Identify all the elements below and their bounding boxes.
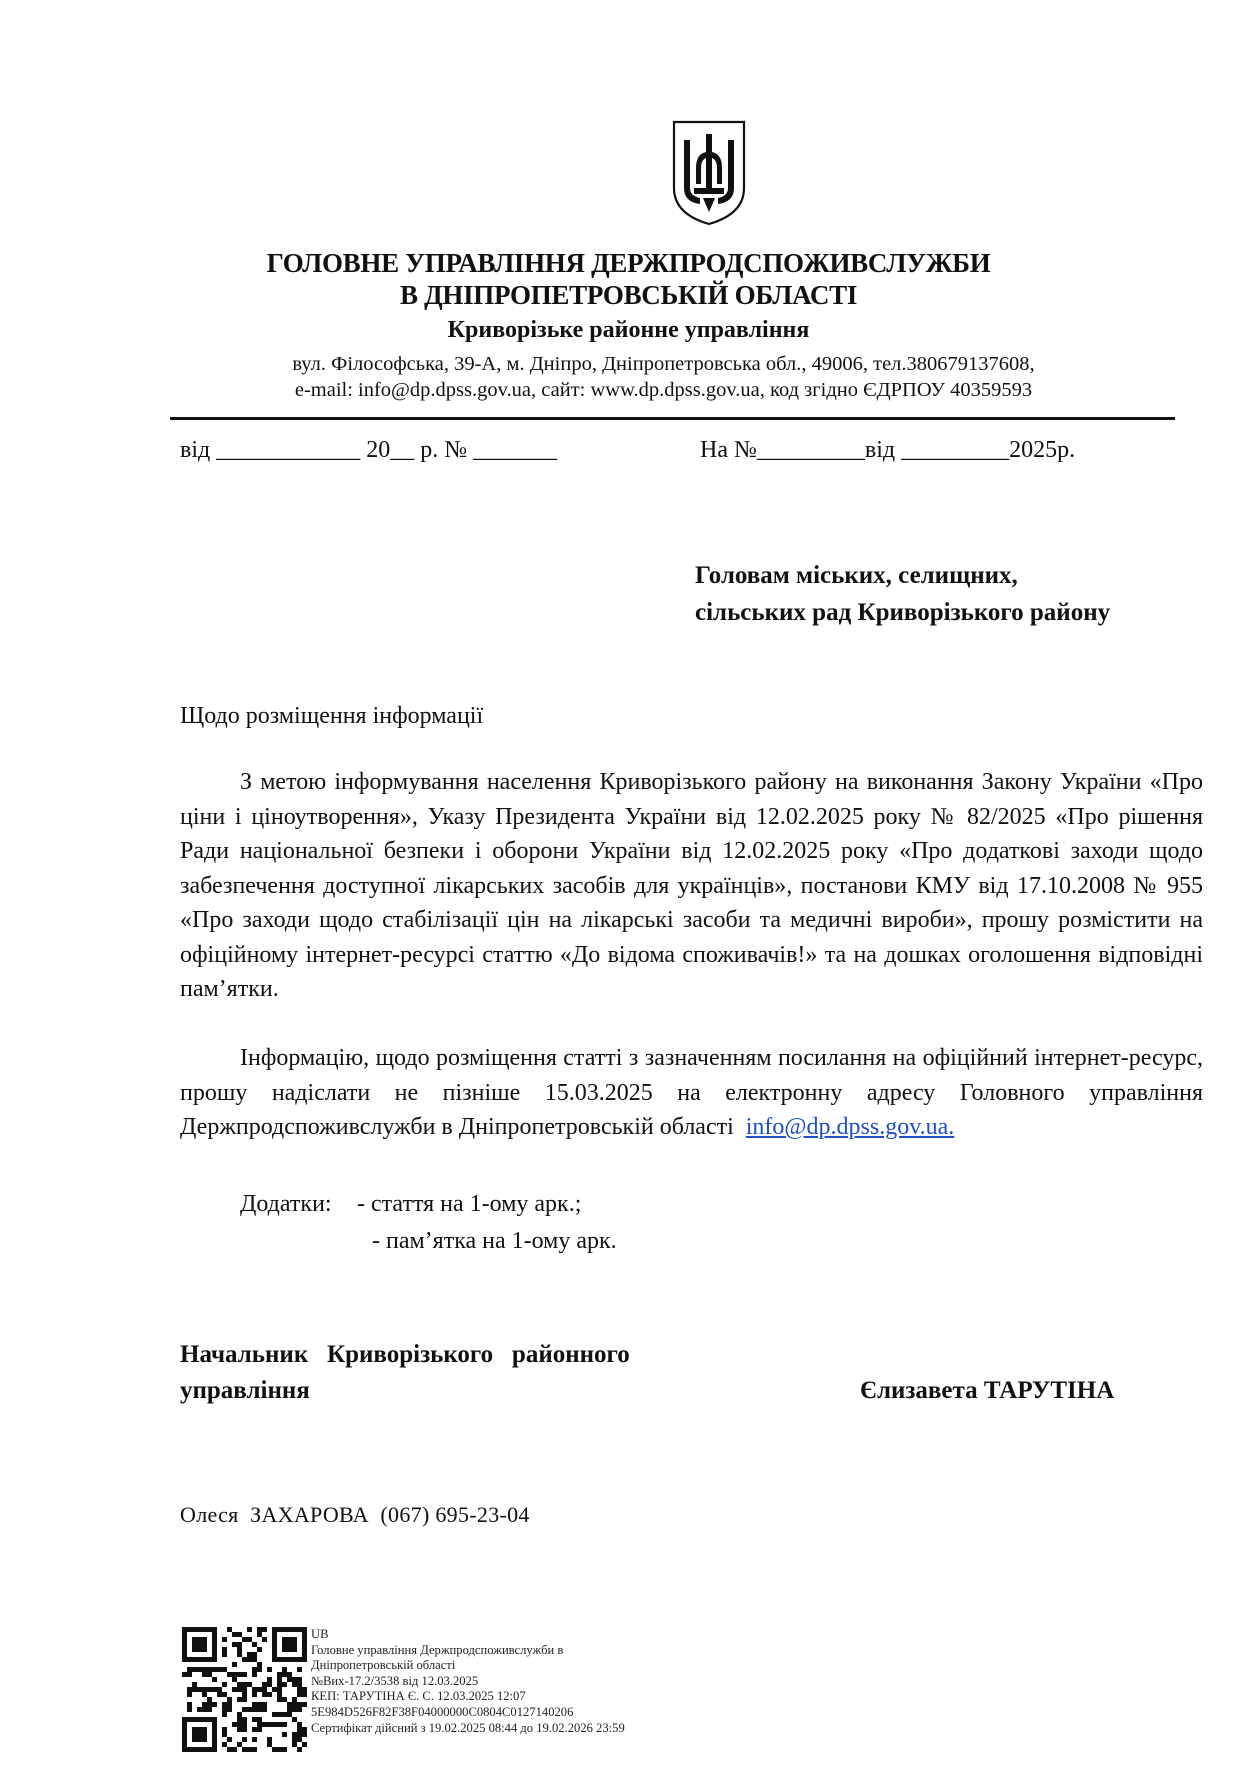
signatory-position-line1: Начальник Криворізького районного [180,1341,630,1368]
department-name: Криворізьке районне управління [447,317,810,343]
body-paragraph-2-text: Інформацію, щодо розміщення статті з зазначенням посилання на офіційний інтернет-ресурс, прошу надіслати не пізніше 15.03.2025 на електронну адресу Головного управління Держпродспоживслужби в Дніпропетровській області [180,1045,1203,1140]
executor-contact: Олеся ЗАХАРОВА (067) 695-23-04 [180,1502,530,1527]
body-paragraph-2 [180,1041,1203,1145]
stamp-line-7: Сертифікат дійсний з 19.02.2025 08:44 до 19.02.2026 23:59 [311,1720,625,1735]
electronic-signature-stamp [311,1627,625,1736]
organization-name-line1: ГОЛОВНЕ УПРАВЛІННЯ ДЕРЖПРОДСПОЖИВСЛУЖБИ [266,248,991,278]
header-divider [170,417,1175,420]
body-paragraph-1 [180,765,1203,1007]
stamp-line-3: Дніпропетровській області [311,1658,456,1673]
stamp-line-6: 5E984D526F82F38F04000000C0804C0127140206 [311,1704,574,1719]
signatory-name: Єлизавета ТАРУТІНА [860,1377,1115,1404]
stamp-line-1: UB [311,1627,329,1641]
body-paragraph-1-text: З метою інформування населення Криворізького району на виконання Закону України «Про ціни і ціноутворення», Указу Президента України від 12.02.2025 року № 82/2025 «Про рішення Ради національної безпеки і оборони України від 12.02.2025 року «Про додаткові заходи щодо забезпечення доступної лікарських засобів для українців», постанови КМУ від 17.10.2008 № 955 «Про заходи щодо стабілізації цін на лікарські засоби та медичні вироби», прошу розмістити на офіційному інтернет-ресурсі статтю «До відома споживачів!» та на дошках оголошення відповідні пам’ятки. [180,769,1203,1002]
recipient-block [695,557,1110,631]
signatory-position-line2: управління [180,1377,310,1404]
incoming-reference: На №_________від _________2025р. [700,437,1076,463]
address-line1: вул. Філософська, 39-А, м. Дніпро, Дніпропетровська обл., 49006, тел.380679137608, [292,353,1035,375]
organization-name-line2: В ДНІПРОПЕТРОВСЬКІЙ ОБЛАСТІ [399,280,858,310]
attachment-item-1: - стаття на 1-ому арк.; [357,1191,582,1217]
address-line2: e-mail: info@dp.dpss.gov.ua, сайт: www.dp.dpss.gov.ua, код згідно ЄДРПОУ 40359593 [294,379,1033,401]
attachments-label: Додатки: [240,1191,332,1217]
trident-coat-of-arms-icon [670,118,748,228]
recipient-line1: Головам міських, селищних, [695,562,1018,589]
email-link[interactable]: info@dp.dpss.gov.ua. [745,1114,955,1140]
qr-code-icon [182,1627,307,1752]
stamp-line-5: КЕП: ТАРУТІНА Є. С. 12.03.2025 12:07 [311,1689,526,1704]
attachment-item-2: - пам’ятка на 1-ому арк. [372,1228,617,1254]
letter-subject: Щодо розміщення інформації [180,703,484,729]
outgoing-registration: від ____________ 20__ р. № _______ [180,437,558,463]
stamp-line-4: №Вих-17.2/3538 від 12.03.2025 [311,1673,479,1688]
recipient-line2: сільських рад Криворізького району [695,599,1111,626]
stamp-line-2: Головне управління Держпродспоживслужби в [311,1642,564,1657]
